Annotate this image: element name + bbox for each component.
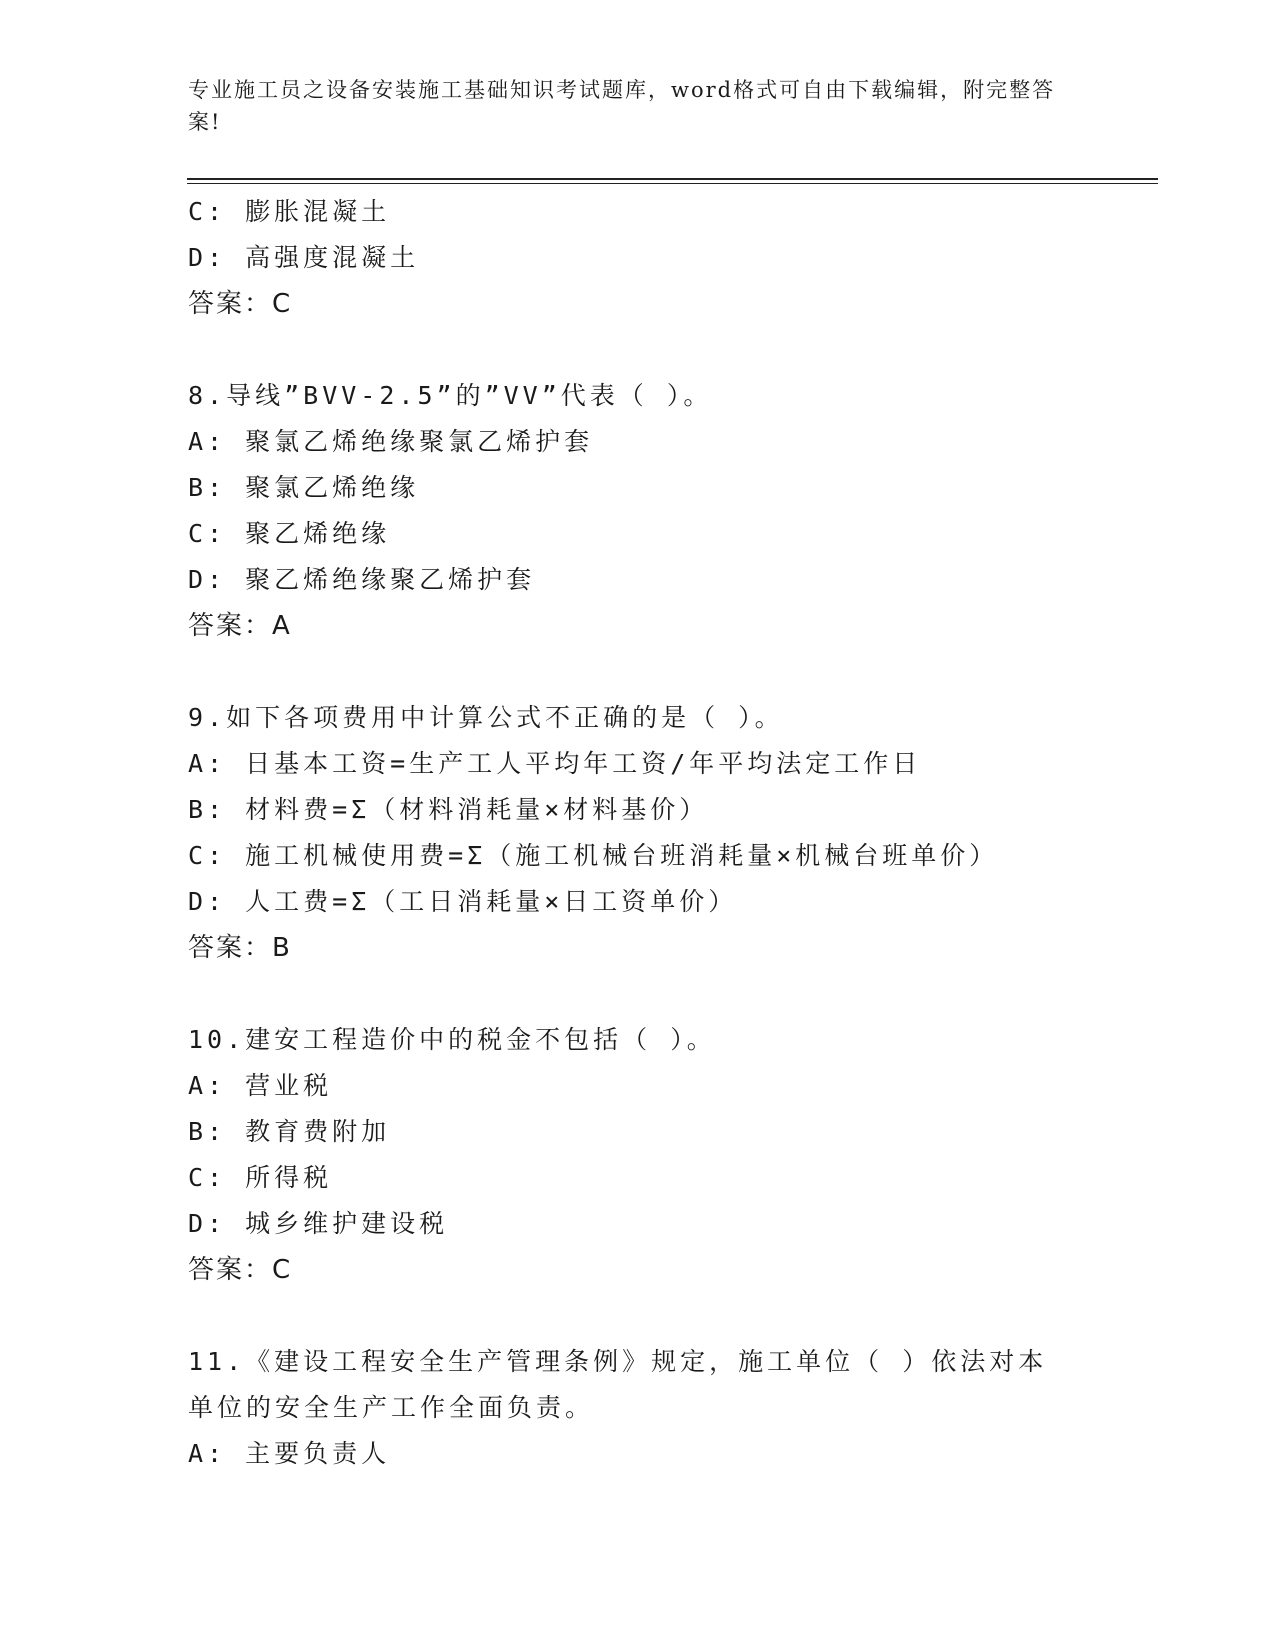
answer-label: 答案：C — [188, 289, 293, 319]
option-a: A: 主要负责人 — [188, 1439, 391, 1468]
question-7-tail — [188, 189, 1078, 327]
option-b: B: 教育费附加 — [188, 1117, 391, 1146]
answer-label: 答案：B — [188, 933, 292, 963]
option-b: B: 材料费=Σ（材料消耗量×材料基价） — [188, 795, 709, 824]
option-c: C: 所得税 — [188, 1163, 333, 1192]
option-d: D: 人工费=Σ（工日消耗量×日工资单价） — [188, 887, 738, 916]
option-d: D: 聚乙烯绝缘聚乙烯护套 — [188, 565, 536, 594]
question-9 — [188, 695, 1078, 971]
question-text: 11.《建设工程安全生产管理条例》规定，施工单位（ ）依法对本单位的安全生产工作全面负责。 — [188, 1347, 1048, 1422]
answer-label: 答案：A — [188, 611, 292, 641]
option-b: B: 聚氯乙烯绝缘 — [188, 473, 420, 502]
question-text: 9.如下各项费用中计算公式不正确的是（ ）。 — [188, 703, 784, 732]
option-d: D: 城乡维护建设税 — [188, 1209, 449, 1238]
question-text: 10.建安工程造价中的税金不包括（ ）。 — [188, 1025, 716, 1054]
option-a: A: 日基本工资=生产工人平均年工资/年平均法定工作日 — [188, 749, 922, 778]
option-d: D: 高强度混凝土 — [188, 243, 420, 272]
option-c: C: 膨胀混凝土 — [188, 197, 391, 226]
header-divider-thin — [187, 183, 1158, 184]
question-text: 8.导线”BVV-2.5”的”VV”代表（ ）。 — [188, 381, 713, 410]
answer-label: 答案：C — [188, 1255, 293, 1285]
header-divider-thick — [187, 178, 1158, 180]
option-a: A: 营业税 — [188, 1071, 333, 1100]
option-c: C: 施工机械使用费=Σ（施工机械台班消耗量×机械台班单价） — [188, 841, 999, 870]
question-list — [188, 189, 1078, 1477]
option-c: C: 聚乙烯绝缘 — [188, 519, 391, 548]
question-8 — [188, 373, 1078, 649]
option-a: A: 聚氯乙烯绝缘聚氯乙烯护套 — [188, 427, 594, 456]
question-11 — [188, 1339, 1078, 1477]
document-header: 专业施工员之设备安装施工基础知识考试题库，word格式可自由下载编辑，附完整答案! — [188, 78, 1056, 134]
question-10 — [188, 1017, 1078, 1293]
